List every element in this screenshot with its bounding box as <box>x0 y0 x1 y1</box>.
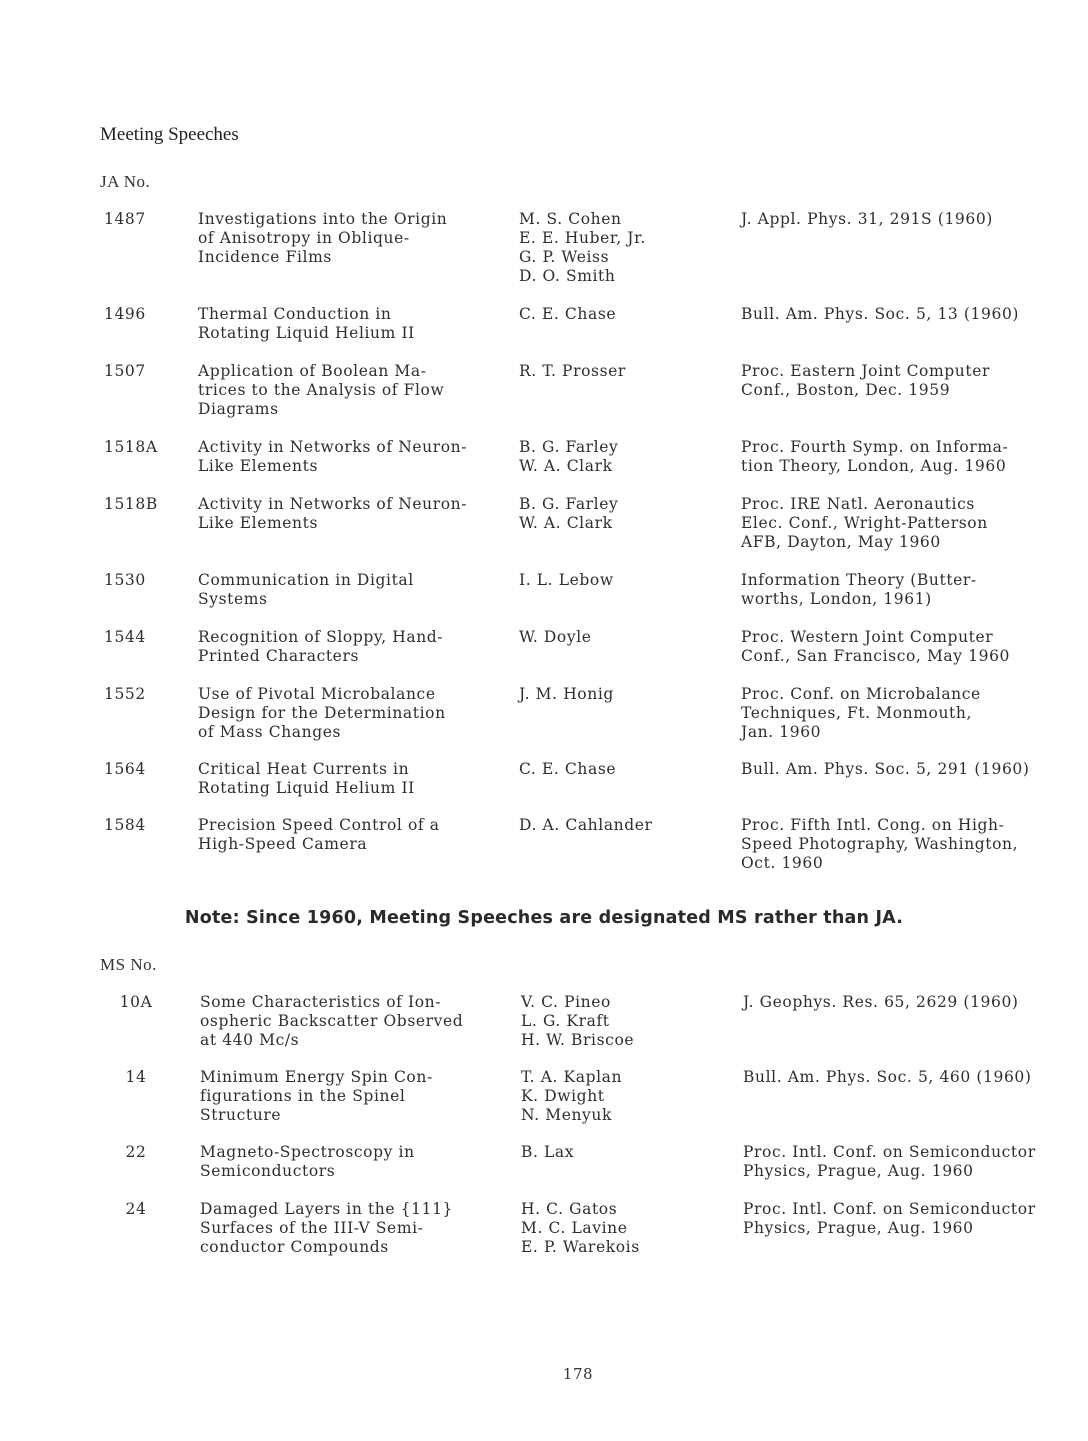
title-line: Damaged Layers in the {111} <box>200 1200 453 1218</box>
source-line: Proc. Conf. on Microbalance <box>741 685 981 703</box>
author: T. A. Kaplan <box>521 1068 623 1086</box>
title-line: Minimum Energy Spin Con- <box>200 1068 433 1086</box>
page-number: 178 <box>562 1365 594 1383</box>
title-line: Application of Boolean Ma- <box>198 362 427 380</box>
entry-authors <box>519 571 614 590</box>
title-line: Critical Heat Currents in <box>198 760 410 778</box>
entry-source <box>741 438 1008 476</box>
author: G. P. Weiss <box>519 248 610 266</box>
title-line: ospheric Backscatter Observed <box>200 1012 464 1030</box>
entry-number: 1487 <box>104 210 146 228</box>
entry-source <box>743 1068 1032 1087</box>
author: C. E. Chase <box>519 305 617 323</box>
entry-title <box>198 571 414 609</box>
entry-number: 1564 <box>104 760 146 778</box>
source-line: Bull. Am. Phys. Soc. 5, 291 (1960) <box>741 760 1030 778</box>
entry-authors <box>521 1068 622 1125</box>
author: W. A. Clark <box>519 514 613 532</box>
entry-authors <box>519 210 646 286</box>
source-line: Information Theory (Butter- <box>741 571 977 589</box>
entry-number: 10A <box>119 993 153 1011</box>
entry-authors <box>519 495 618 533</box>
source-line: Proc. Western Joint Computer <box>741 628 994 646</box>
entry-title <box>200 1200 453 1257</box>
title-line: Some Characteristics of Ion- <box>200 993 442 1011</box>
source-line: Elec. Conf., Wright-Patterson <box>741 514 988 532</box>
source-line: Physics, Prague, Aug. 1960 <box>743 1162 974 1180</box>
source-line: AFB, Dayton, May 1960 <box>741 533 941 551</box>
ms-number-label: MS No. <box>100 955 157 974</box>
entry-number: 1496 <box>104 305 146 323</box>
author: B. G. Farley <box>519 438 619 456</box>
source-line: Oct. 1960 <box>741 854 824 872</box>
author: B. Lax <box>521 1143 575 1161</box>
title-line: Recognition of Sloppy, Hand- <box>198 628 444 646</box>
title-line: conductor Compounds <box>200 1238 389 1256</box>
source-line: J. Appl. Phys. 31, 291S (1960) <box>741 210 993 228</box>
entry-source <box>741 305 1019 324</box>
source-line: Proc. Fifth Intl. Cong. on High- <box>741 816 1005 834</box>
entry-title <box>198 438 467 476</box>
source-line: Conf., San Francisco, May 1960 <box>741 647 1010 665</box>
entry-title <box>200 1068 433 1125</box>
entry-source <box>741 685 981 742</box>
title-line: High-Speed Camera <box>198 835 368 853</box>
author: E. E. Huber, Jr. <box>519 229 646 247</box>
entry-source <box>741 628 1010 666</box>
title-line: figurations in the Spinel <box>200 1087 406 1105</box>
author: D. O. Smith <box>519 267 616 285</box>
entry-source <box>743 1143 1036 1181</box>
entry-authors <box>519 305 616 324</box>
entry-title <box>198 816 440 854</box>
entry-source <box>741 362 990 400</box>
source-line: Proc. Intl. Conf. on Semiconductor <box>743 1200 1036 1218</box>
source-line: Speed Photography, Washington, <box>741 835 1019 853</box>
source-line: Conf., Boston, Dec. 1959 <box>741 381 951 399</box>
entry-number: 1584 <box>104 816 146 834</box>
title-line: trices to the Analysis of Flow <box>198 381 445 399</box>
entry-number: 1518A <box>104 438 158 456</box>
entry-number: 1544 <box>104 628 146 646</box>
title-line: Incidence Films <box>198 248 332 266</box>
title-line: Structure <box>200 1106 282 1124</box>
entry-title <box>198 685 446 742</box>
entry-authors <box>519 438 618 476</box>
entry-authors <box>521 1200 640 1257</box>
source-line: Proc. Intl. Conf. on Semiconductor <box>743 1143 1036 1161</box>
title-line: at 440 Mc/s <box>200 1031 300 1049</box>
title-line: Diagrams <box>198 400 279 418</box>
entry-source <box>741 210 993 229</box>
source-line: Physics, Prague, Aug. 1960 <box>743 1219 974 1237</box>
title-line: Semiconductors <box>200 1162 336 1180</box>
author: B. G. Farley <box>519 495 619 513</box>
entry-title <box>198 305 415 343</box>
entry-source <box>741 760 1030 779</box>
source-line: Jan. 1960 <box>741 723 822 741</box>
author: R. T. Prosser <box>519 362 626 380</box>
source-line: J. Geophys. Res. 65, 2629 (1960) <box>743 993 1019 1011</box>
entry-authors <box>521 993 634 1050</box>
author: V. C. Pineo <box>521 993 611 1011</box>
entry-number: 1530 <box>104 571 146 589</box>
title-line: Communication in Digital <box>198 571 414 589</box>
source-line: Proc. Eastern Joint Computer <box>741 362 990 380</box>
title-line: Surfaces of the III-V Semi- <box>200 1219 424 1237</box>
entry-number: 24 <box>125 1200 147 1218</box>
entry-title <box>200 993 463 1050</box>
author: M. C. Lavine <box>521 1219 628 1237</box>
entry-source <box>743 1200 1036 1238</box>
entry-authors <box>519 816 653 835</box>
entry-source <box>741 816 1018 873</box>
author: I. L. Lebow <box>519 571 614 589</box>
author: L. G. Kraft <box>521 1012 610 1030</box>
source-line: Techniques, Ft. Monmouth, <box>741 704 972 722</box>
author: W. Doyle <box>519 628 592 646</box>
title-line: Design for the Determination <box>198 704 446 722</box>
title-line: Use of Pivotal Microbalance <box>198 685 436 703</box>
title-line: Systems <box>198 590 268 608</box>
author: J. M. Honig <box>519 685 614 703</box>
title-line: Rotating Liquid Helium II <box>198 324 415 342</box>
entry-title <box>198 210 447 267</box>
title-line: Activity in Networks of Neuron- <box>198 438 468 456</box>
source-line: Proc. IRE Natl. Aeronautics <box>741 495 975 513</box>
author: E. P. Warekois <box>521 1238 640 1256</box>
entry-source <box>743 993 1019 1012</box>
title-line: Activity in Networks of Neuron- <box>198 495 468 513</box>
source-line: worths, London, 1961) <box>741 590 932 608</box>
entry-source <box>741 571 977 609</box>
entry-number: 22 <box>125 1143 147 1161</box>
ja-number-label: JA No. <box>100 172 151 191</box>
title-line: of Mass Changes <box>198 723 342 741</box>
title-line: of Anisotropy in Oblique- <box>198 229 410 247</box>
entry-title <box>200 1143 415 1181</box>
entry-authors <box>519 628 592 647</box>
title-line: Like Elements <box>198 457 319 475</box>
title-line: Printed Characters <box>198 647 360 665</box>
entry-authors <box>519 685 614 704</box>
entry-authors <box>519 760 616 779</box>
author: W. A. Clark <box>519 457 613 475</box>
designation-note: Note: Since 1960, Meeting Speeches are designated MS rather than JA. <box>184 908 904 928</box>
section-title: Meeting Speeches <box>100 124 239 145</box>
entry-number: 1507 <box>104 362 146 380</box>
entry-title <box>198 495 467 533</box>
entry-authors <box>521 1143 574 1162</box>
title-line: Precision Speed Control of a <box>198 816 440 834</box>
title-line: Magneto-Spectroscopy in <box>200 1143 415 1161</box>
entry-title <box>198 628 443 666</box>
entry-authors <box>519 362 626 381</box>
author: M. S. Cohen <box>519 210 622 228</box>
entry-title <box>198 362 444 419</box>
entry-number: 14 <box>125 1068 147 1086</box>
source-line: Bull. Am. Phys. Soc. 5, 460 (1960) <box>743 1068 1032 1086</box>
author: H. W. Briscoe <box>521 1031 635 1049</box>
author: N. Menyuk <box>521 1106 612 1124</box>
title-line: Rotating Liquid Helium II <box>198 779 415 797</box>
source-line: Proc. Fourth Symp. on Informa- <box>741 438 1009 456</box>
author: D. A. Cahlander <box>519 816 653 834</box>
title-line: Investigations into the Origin <box>198 210 448 228</box>
entry-number: 1552 <box>104 685 146 703</box>
source-line: Bull. Am. Phys. Soc. 5, 13 (1960) <box>741 305 1020 323</box>
entry-source <box>741 495 988 552</box>
author: C. E. Chase <box>519 760 617 778</box>
entry-number: 1518B <box>104 495 158 513</box>
title-line: Like Elements <box>198 514 319 532</box>
source-line: tion Theory, London, Aug. 1960 <box>741 457 1007 475</box>
title-line: Thermal Conduction in <box>198 305 392 323</box>
entry-title <box>198 760 415 798</box>
author: K. Dwight <box>521 1087 605 1105</box>
author: H. C. Gatos <box>521 1200 618 1218</box>
